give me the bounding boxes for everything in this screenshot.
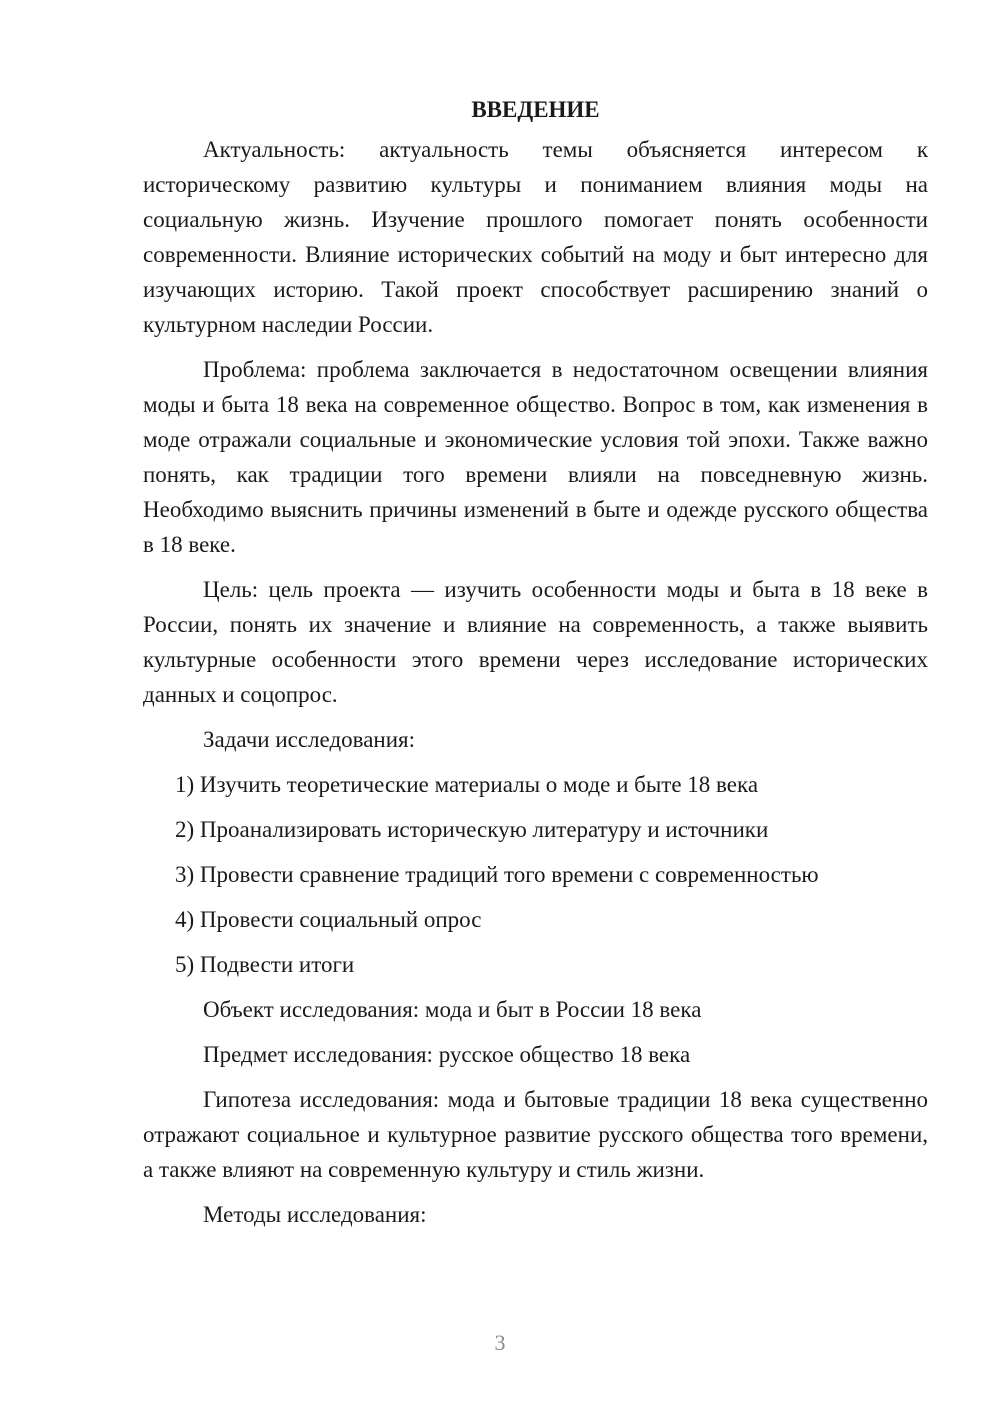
list-item: 4) Провести социальный опрос [175,907,482,932]
paragraph-problem: Проблема: проблема заключается в недостаточном освещении влияния моды и быта 18 века на современное общество. Вопрос в том, как изменения в моде отражали социальные и экономические условия той эпохи. Также важно понять, как традиции того времени влияли на повседневную жизнь. Необходимо выяснить причины изменений в быте и одежде русского общества в 18 веке. [143,357,928,557]
tasks-heading: Задачи исследования: [203,727,416,752]
section-title: ВВЕДЕНИЕ [471,97,600,122]
paragraph-subject: Предмет исследования: русское общество 18 века [203,1042,691,1067]
list-item: 1) Изучить теоретические материалы о моде и быте 18 века [175,772,759,797]
list-item: 5) Подвести итоги [175,952,355,977]
methods-heading: Методы исследования: [203,1202,427,1227]
page-number: 3 [494,1330,506,1355]
paragraph-goal: Цель: цель проекта — изучить особенности моды и быта в 18 веке в России, понять их значение и влияние на современность, а также выявить культурные особенности этого времени через исследование исторических данных и соцопрос. [143,577,928,707]
list-item: 2) Проанализировать историческую литературу и источники [175,817,769,842]
list-item: 3) Провести сравнение традиций того времени с современностью [175,862,819,887]
tasks-list [143,767,928,982]
paragraph-object: Объект исследования: мода и быт в России 18 века [203,997,702,1022]
paragraph-relevance: Актуальность: актуальность темы объясняется интересом к историческому развитию культуры и пониманием влияния моды на социальную жизнь. Изучение прошлого помогает понять особенности современности. Влияние исторических событий на моду и быт интересно для изучающих историю. Такой проект способствует расширению знаний о культурном наследии России. [143,137,928,337]
paragraph-hypothesis: Гипотеза исследования: мода и бытовые традиции 18 века существенно отражают социальное и культурное развитие русского общества того времени, а также влияют на современную культуру и стиль жизни. [143,1087,928,1182]
document-page [143,92,928,1242]
